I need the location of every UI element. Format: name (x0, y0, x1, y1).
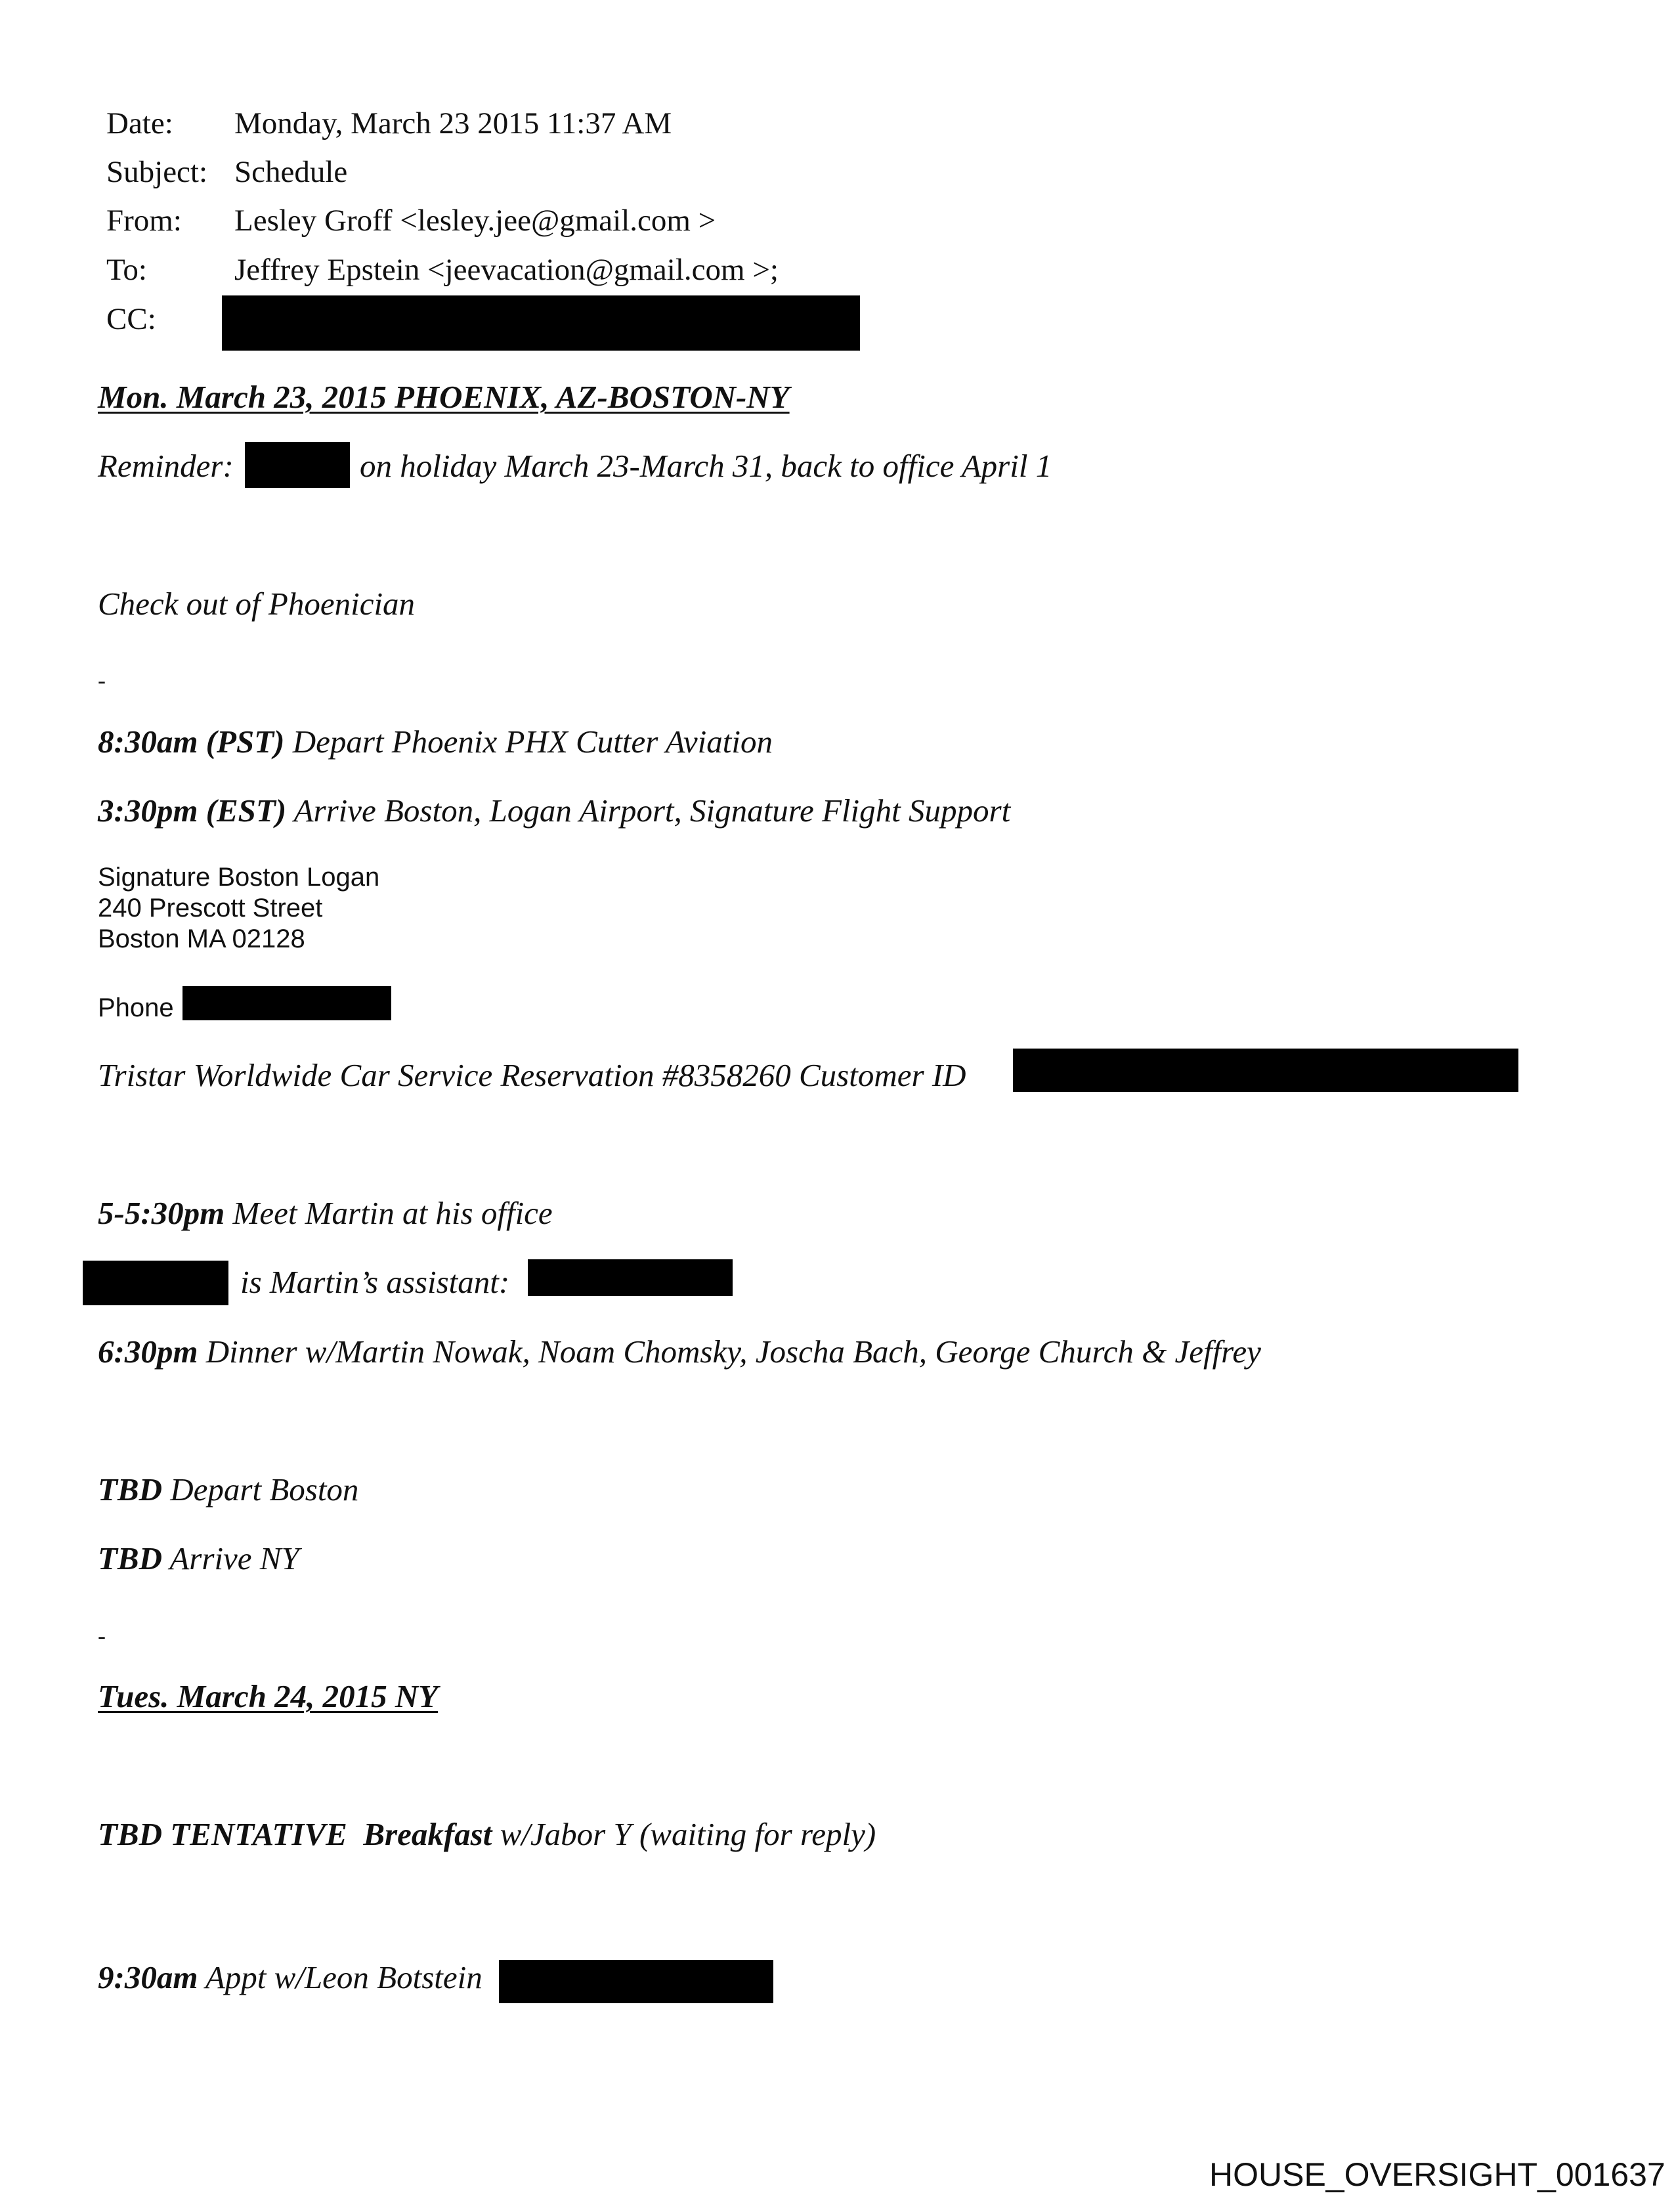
event-time: 9:30am (98, 1959, 198, 1995)
from-value: Lesley Groff <lesley.jee@gmail.com > (234, 204, 716, 238)
event-text: w/Jabor Y (waiting for reply) (500, 1816, 876, 1852)
to-label: To: (106, 253, 147, 287)
event-depart-phoenix (98, 723, 773, 761)
event-time: TBD TENTATIVE Breakfast (98, 1816, 492, 1852)
day2-heading: Tues. March 24, 2015 NY (98, 1678, 439, 1714)
botstein-redaction (499, 1960, 773, 2003)
event-dinner (98, 1333, 1261, 1371)
assistant-name-redaction (83, 1261, 228, 1305)
cc-label: CC: (106, 302, 156, 336)
car-service-text: Tristar Worldwide Car Service Reservation #8358260 Customer ID (98, 1057, 966, 1093)
event-time: TBD (98, 1471, 162, 1507)
dash-separator: - (98, 667, 106, 693)
cc-redaction (222, 295, 860, 351)
phone-label: Phone (98, 993, 174, 1022)
event-time: TBD (98, 1540, 162, 1576)
event-text: Depart Phoenix PHX Cutter Aviation (292, 724, 773, 760)
reminder-redaction (245, 442, 350, 488)
checkout-text: Check out of Phoenician (98, 586, 416, 622)
address-line: Signature Boston Logan (98, 863, 380, 892)
event-arrive-ny (98, 1540, 299, 1578)
to-value: Jeffrey Epstein <jeevacation@gmail.com >; (234, 253, 779, 287)
customer-id-redaction (1013, 1049, 1518, 1092)
reminder-label: Reminder: (98, 448, 234, 484)
event-time: 6:30pm (98, 1334, 198, 1370)
date-value: Monday, March 23 2015 11:37 AM (234, 106, 672, 141)
phone-redaction (182, 986, 391, 1020)
dash-separator: - (98, 1622, 106, 1649)
event-time: 5-5:30pm (98, 1195, 225, 1231)
reminder-text: on holiday March 23-March 31, back to office April 1 (360, 448, 1052, 484)
fbo-address (98, 862, 379, 955)
event-text: Appt w/Leon Botstein (205, 1959, 483, 1995)
event-time: 8:30am (PST) (98, 724, 285, 760)
event-depart-boston (98, 1471, 358, 1509)
event-text: Arrive NY (169, 1540, 299, 1576)
event-meet-martin (98, 1194, 553, 1232)
event-text: Meet Martin at his office (232, 1195, 553, 1231)
subject-label: Subject: (106, 155, 208, 189)
assistant-text: is Martin’s assistant: (240, 1264, 510, 1300)
event-text: Dinner w/Martin Nowak, Noam Chomsky, Joscha Bach, George Church & Jeffrey (205, 1334, 1261, 1370)
event-breakfast (98, 1815, 876, 1854)
bates-number: HOUSE_OVERSIGHT_001637 (1209, 2156, 1665, 2193)
address-line: Boston MA 02128 (98, 924, 305, 953)
day1-heading: Mon. March 23, 2015 PHOENIX, AZ-BOSTON-NY (98, 379, 790, 415)
event-appt-botstein (98, 1959, 483, 1997)
event-text: Depart Boston (170, 1471, 359, 1507)
assistant-contact-redaction (528, 1259, 733, 1296)
event-text: Arrive Boston, Logan Airport, Signature Flight Support (293, 792, 1011, 829)
event-time: 3:30pm (EST) (98, 792, 287, 829)
address-line: 240 Prescott Street (98, 894, 323, 922)
subject-value: Schedule (234, 155, 348, 189)
from-label: From: (106, 204, 182, 238)
date-label: Date: (106, 106, 173, 141)
event-arrive-boston (98, 792, 1010, 830)
